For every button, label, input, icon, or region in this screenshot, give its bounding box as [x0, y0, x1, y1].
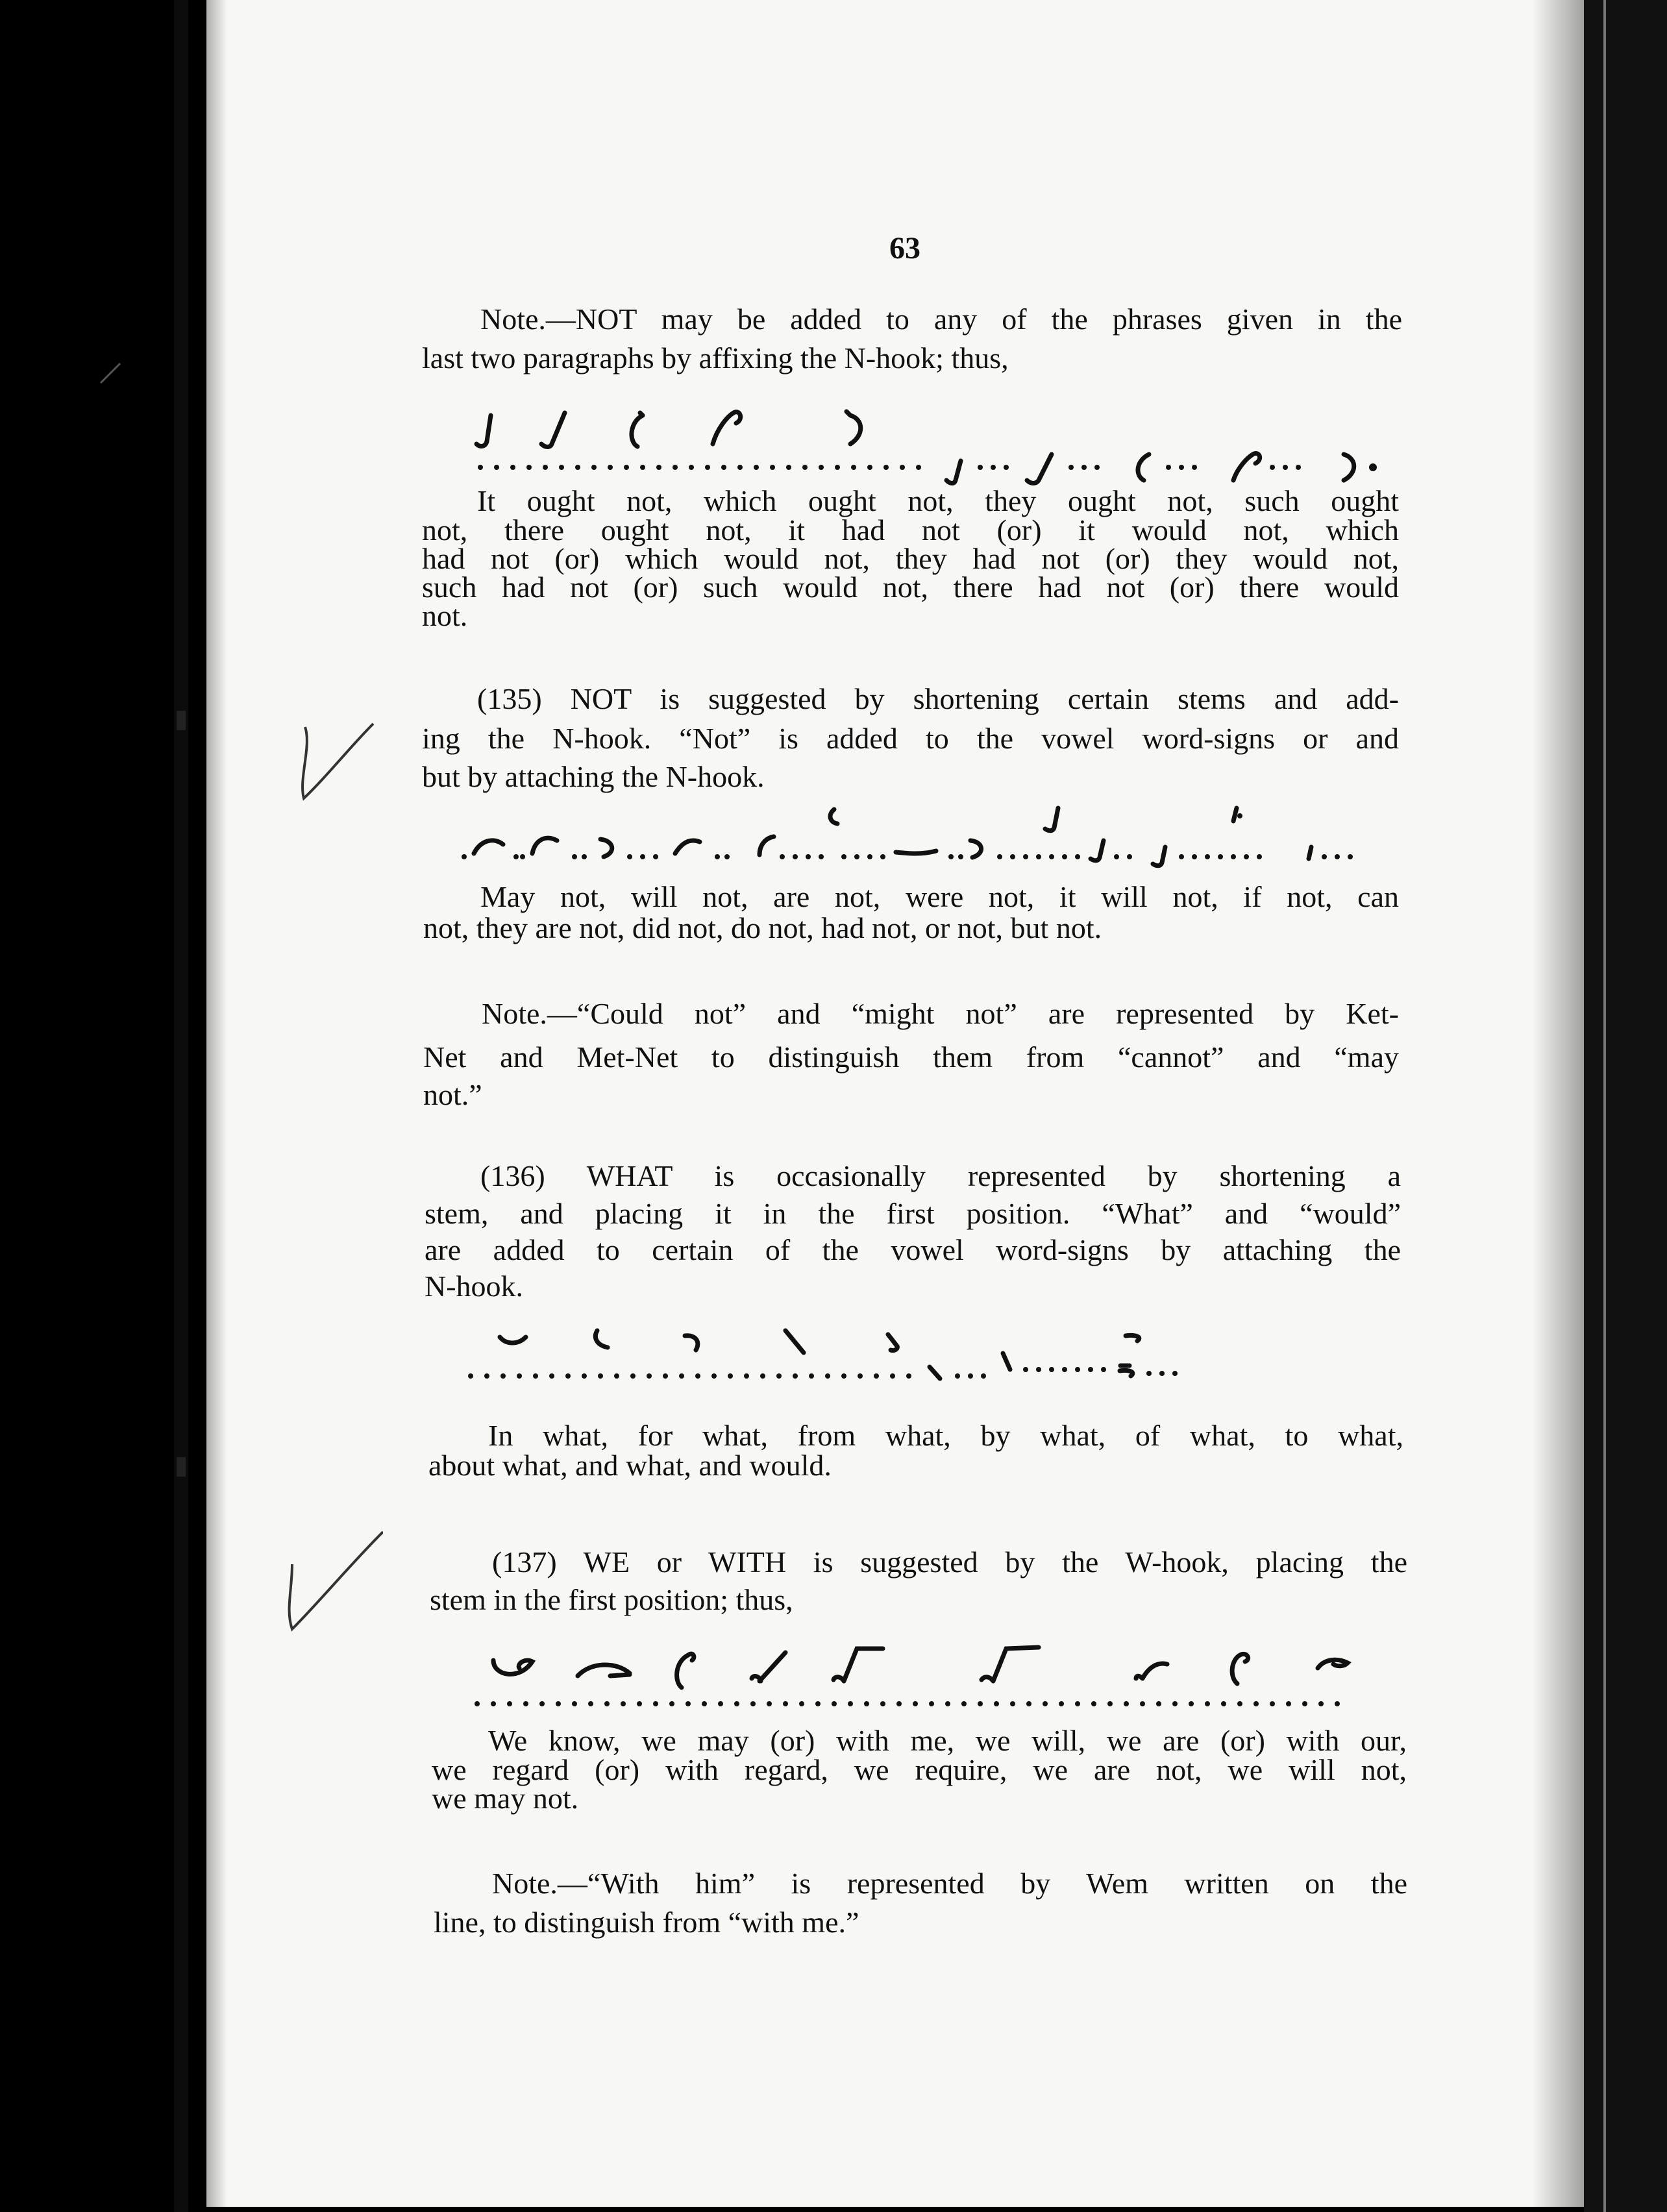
text-line: about what, and what, and would. — [428, 1449, 832, 1482]
text-line: we may not. — [432, 1782, 579, 1815]
rule-136-paragraph — [480, 1159, 1401, 1192]
text-line: Net and Met-Net to distinguish them from “cannot” and “may — [423, 1040, 1399, 1074]
text-line: (136) WHAT is occasionally represented by shortening a — [480, 1159, 1401, 1192]
text-line: In what, for what, from what, by what, of what, to what, — [488, 1419, 1403, 1452]
gutter-shadow — [188, 0, 227, 2212]
caption-135-paragraph — [480, 880, 1399, 913]
pencil-mark-icon — [97, 360, 123, 386]
text-line: N-hook. — [425, 1270, 524, 1303]
text-line: stem, and placing it in the first position. “What” and “would” — [425, 1197, 1401, 1230]
note-not-paragraph-cont — [422, 341, 1168, 375]
shorthand-outlines-137-icon — [467, 1636, 1376, 1717]
text-line: (137) WE or WITH is suggested by the W-hook, placing the — [492, 1545, 1407, 1579]
caption-137-paragraph-cont — [432, 1753, 1407, 1815]
text-line: ing the N-hook. “Not” is added to the vowel word-signs or and — [422, 722, 1399, 755]
caption-137-paragraph — [488, 1724, 1407, 1757]
text-line: Note.—“With him” is represented by Wem written on the — [492, 1867, 1407, 1900]
page-edge-shade — [1532, 0, 1584, 2212]
rule-136-paragraph-cont — [425, 1196, 1401, 1305]
pencil-check-mark-icon — [279, 1525, 383, 1642]
text-line: It ought not, which ought not, they ought not, such ought — [477, 484, 1399, 517]
text-line: not, there ought not, it had not (or) it would not, which — [422, 513, 1399, 547]
text-line: (135) NOT is suggested by shortening certain stems and add- — [477, 682, 1399, 715]
caption-136-paragraph-cont — [428, 1451, 961, 1480]
note-not-paragraph — [480, 302, 1402, 336]
caption-135-paragraph-cont — [423, 911, 1287, 944]
note-with-paragraph — [492, 1869, 1407, 1898]
page-edge-line — [1603, 0, 1606, 2212]
note-with-paragraph-cont — [434, 1908, 979, 1937]
text-line: stem in the first position; thus, — [430, 1583, 793, 1616]
rule-137-paragraph-cont — [430, 1583, 904, 1616]
shorthand-outlines-136-icon — [461, 1318, 1383, 1399]
text-line: had not (or) which would not, they had not (or) they would not, — [422, 542, 1399, 575]
rule-135-paragraph-cont — [422, 722, 1399, 798]
pencil-check-mark-icon — [286, 720, 377, 811]
shorthand-outlines-135-icon — [454, 795, 1402, 870]
caption-not-paragraph-cont — [422, 513, 1399, 632]
caption-136-paragraph — [488, 1421, 1403, 1450]
text-line: We know, we may (or) with me, we will, we are (or) with our, — [488, 1724, 1407, 1757]
text-line: last two paragraphs by affixing the N-hook; thus, — [422, 341, 1009, 375]
text-line: May not, will not, are not, were not, it will not, if not, can — [480, 880, 1399, 913]
page-number: 63 — [889, 231, 920, 265]
text-line: such had not (or) such would not, there had not (or) there would — [422, 571, 1399, 604]
shorthand-outlines-not-icon — [467, 389, 1389, 484]
text-line: not, they are not, did not, do not, had not, or not, but not. — [423, 911, 1102, 944]
text-line: but by attaching the N-hook. — [422, 760, 765, 793]
rule-137-paragraph — [492, 1545, 1407, 1579]
note-could-paragraph-cont — [423, 1038, 1399, 1114]
text-line: we regard (or) with regard, we require, we are not, we will not, — [432, 1753, 1407, 1786]
text-line: Note.—“Could not” and “might not” are represented by Ket- — [482, 997, 1399, 1030]
text-line: not.” — [423, 1078, 482, 1111]
text-line: line, to distinguish from “with me.” — [434, 1906, 859, 1939]
book-spine — [174, 0, 188, 2212]
text-line: Note.—NOT may be added to any of the phrases given in the — [480, 302, 1402, 336]
text-line: not. — [422, 599, 468, 632]
rule-135-paragraph — [477, 682, 1399, 715]
note-could-paragraph — [482, 997, 1399, 1030]
spine-binding-mark — [177, 711, 186, 730]
caption-not-paragraph — [477, 484, 1399, 517]
text-line: are added to certain of the vowel word-signs by attaching the — [425, 1233, 1401, 1266]
spine-binding-mark — [177, 1457, 186, 1477]
book-edge — [1584, 0, 1667, 2212]
